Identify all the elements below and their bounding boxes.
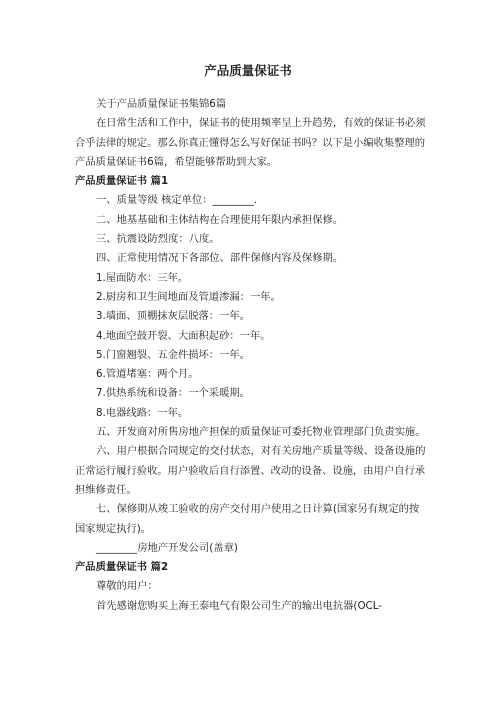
section-1-item: 1.屋面防水：三年。 [96,271,189,284]
section-1-item: 6.管道堵塞：两个月。 [96,368,199,381]
section-1-para-7: 七、保修期从竣工验收的房产交付用户使用之日计算(国家另有规定的按国家规定执行)。 [75,503,420,535]
section-1-item: 7.供热系统和设备：一个采暖期。 [96,387,250,400]
section-1-item: 4.地面空鼓开裂、大面积起砂：一年。 [96,329,271,342]
section-1-item: 5.门窗翘裂、五金件损坏：一年。 [96,348,250,361]
document-title: 产品质量保证书 [204,63,292,78]
section-2-para-1: 首先感谢您购买上海王泰电气有限公司生产的输出电抗器(OCL- [96,599,383,612]
section-1-signature: ________房地产开发公司(盖章) [96,541,238,554]
section-1-heading: 产品质量保证书 篇1 [75,175,169,188]
section-1-para-6: 六、用户根据合同规定的交付状态，对有关房地产质量等级、设备设施的正常运行履行验收。用户验收后自行添置、改动的设备、设施，由用户自行承担维修责任。 [75,445,426,496]
intro-paragraph: 在日常生活和工作中，保证书的使用频率呈上升趋势，有效的保证书必须合乎法律的规定。那么你真正懂得怎么写好保证书吗？以下是小编收集整理的产品质量保证书6篇，希望能够帮助到大家。 [75,117,426,168]
intro-line: 关于产品质量保证书集锦6篇 [96,98,227,110]
section-1-item: 二、地基基础和主体结构在合理使用年限内承担保修。 [96,213,344,226]
section-1-item: 3.墙面、顶棚抹灰层脱落：一年。 [96,310,250,323]
section-1-item: 一、质量等级 核定单位：________. [96,194,257,207]
section-2-heading: 产品质量保证书 篇2 [75,561,169,574]
section-1-para-5: 五、开发商对所售房地产担保的质量保证可委托物业管理部门负责实施。 [96,426,426,439]
section-1-item: 三、抗震设防烈度：八度。 [96,233,220,246]
document-body [75,95,427,616]
section-1-item: 8.电器线路：一年。 [96,406,189,419]
section-2-greeting: 尊敬的用户： [96,580,158,593]
section-1-item: 2.厨房和卫生间地面及管道渗漏：一年。 [96,290,281,303]
section-1-item: 四、正常使用情况下各部位、部件保修内容及保修期。 [96,252,344,265]
